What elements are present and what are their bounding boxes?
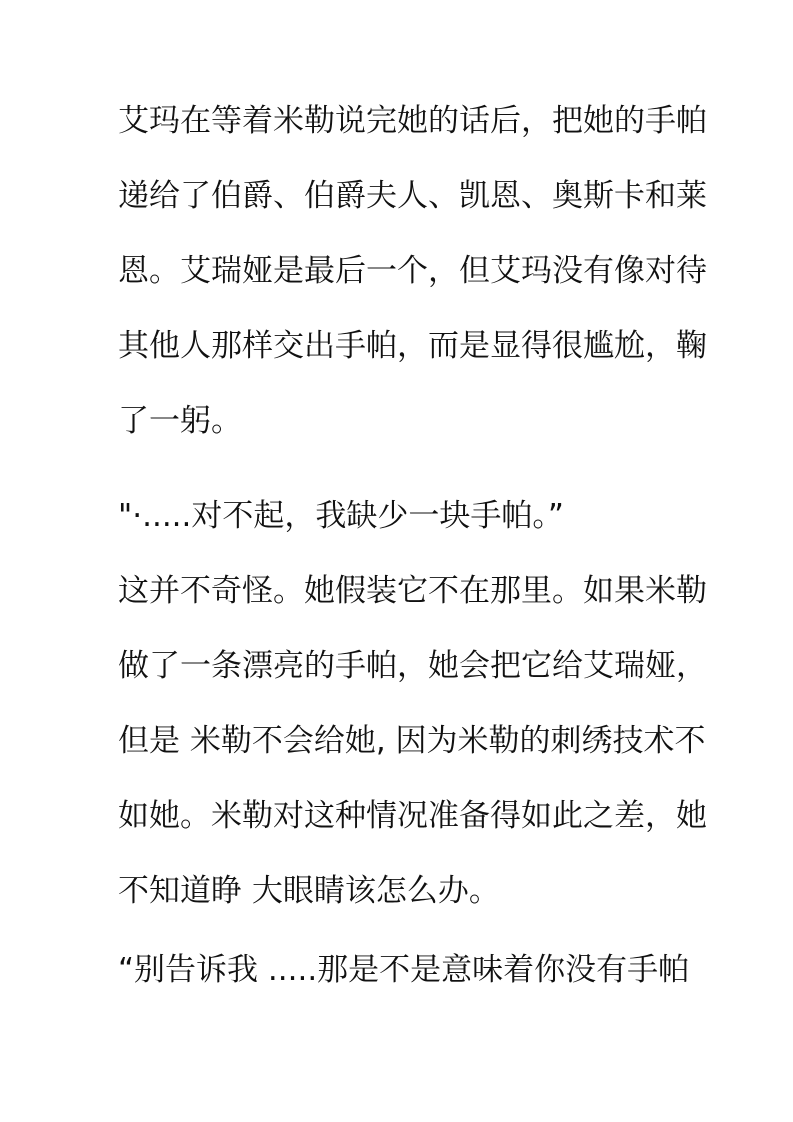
text-line: 但是 米勒不会给她, 因为米勒的刺绣技术不	[118, 723, 706, 759]
text-line: 不知道睁 大眼睛该怎么办。	[118, 873, 500, 909]
text-line: 其他人那样交出手帕，而是显得很尴尬，鞠	[118, 328, 707, 364]
text-line: "·.....对不起，我缺少一块手帕。”	[118, 498, 564, 534]
text-line: 做了一条漂亮的手帕，她会把它给艾瑞娅，	[118, 648, 707, 684]
text-line: 了一躬。	[118, 403, 242, 439]
text-line: 这并不奇怪。她假装它不在那里。如果米勒	[118, 573, 707, 609]
text-line: 恩。艾瑞娅是最后一个，但艾玛没有像对待	[118, 253, 707, 289]
text-line: “别告诉我 .....那是不是意味着你没有手帕	[118, 952, 690, 988]
text-line: 艾玛在等着米勒说完她的话后，把她的手帕	[118, 103, 707, 139]
text-line: 如她。米勒对这种情况准备得如此之差，她	[118, 798, 707, 834]
text-line: 递给了伯爵、伯爵夫人、凯恩、奥斯卡和莱	[118, 178, 707, 214]
